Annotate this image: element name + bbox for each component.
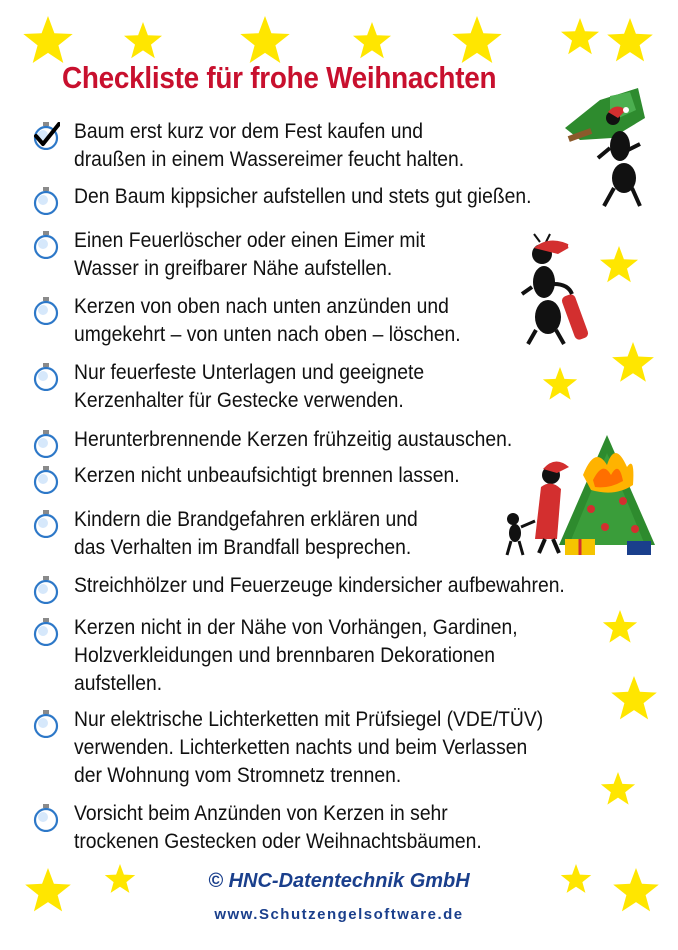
checklist-item-line: verwenden. Lichterketten nachts und beim Verlassen [74,736,528,759]
ornament-bullet-icon[interactable] [32,710,60,738]
checklist-item-text [74,227,425,283]
checklist-item-line: Kerzen von oben nach unten anzünden und [74,295,449,318]
checklist-item-line: trockenen Gestecken oder Weihnachtsbäumen. [74,830,482,853]
star-icon [602,610,638,646]
ornament-bullet-icon[interactable] [32,804,60,832]
ornament-checked-icon[interactable] [32,122,60,150]
page-title: Checkliste für frohe Weihnachten [62,60,497,95]
checklist-item-line: Kerzen nicht in der Nähe von Vorhängen, Gardinen, [74,616,518,639]
footer-company: © HNC-Datentechnik GmbH [208,870,470,892]
checklist-item [32,426,550,458]
star-icon [600,772,636,808]
checklist-item [32,572,607,604]
checklist-item-line: Kindern die Brandgefahren erklären und [74,508,418,531]
checklist-item [32,227,456,283]
checklist-item [32,800,517,856]
checklist-item-line: Baum erst kurz vor dem Fest kaufen und [74,120,423,143]
checklist-item-text [74,800,482,856]
ornament-bullet-icon[interactable] [32,187,60,215]
checklist-item [32,706,584,790]
ant-with-tree-clipart [560,88,650,213]
star-icon [610,676,658,724]
checklist-item [32,359,455,415]
checklist-item [32,614,556,698]
star-icon [606,18,654,66]
ornament-bullet-icon[interactable] [32,576,60,604]
checklist-item-line: Vorsicht beim Anzünden von Kerzen in sehr [74,802,448,825]
checklist-item-line: Einen Feuerlöscher oder einen Eimer mit [74,229,426,252]
ornament-bullet-icon[interactable] [32,297,60,325]
checklist-item-line: der Wohnung vom Stromnetz trennen. [74,764,402,787]
checklist-item-text [74,359,424,415]
checklist-item-line: draußen in einem Wassereimer feucht halten. [74,148,465,171]
checklist-item [32,293,494,349]
checklist-item-line: Kerzen nicht unbeaufsichtigt brennen lassen. [74,464,460,487]
checklist-item-text [74,572,565,600]
checklist-item-text [74,426,512,454]
star-icon [352,22,392,62]
star-icon [123,22,163,62]
checklist-item [32,118,498,174]
ornament-bullet-icon[interactable] [32,363,60,391]
ornament-bullet-icon[interactable] [32,231,60,259]
ants-burning-tree-clipart [495,435,660,560]
footer-url[interactable]: www.Schutzengelsoftware.de [214,906,464,923]
checklist-item-line: das Verhalten im Brandfall besprechen. [74,536,412,559]
ornament-bullet-icon[interactable] [32,618,60,646]
checklist-item-line: Kerzenhalter für Gestecke verwenden. [74,389,404,412]
checklist-item-line: Wasser in greifbarer Nähe aufstellen. [74,257,393,280]
ant-with-extinguisher-clipart [520,232,610,347]
checklist-item-line: umgekehrt – von unten nach oben – löschen. [74,323,461,346]
checklist-item-line: Nur elektrische Lichterketten mit Prüfsiegel (VDE/TÜV) [74,708,544,731]
checklist-item-line: Herunterbrennende Kerzen frühzeitig austauschen. [74,428,513,451]
checklist-item-line: Holzverkleidungen und brennbaren Dekorationen [74,644,496,667]
checklist-item-text [74,706,543,790]
checklist-item [32,462,493,494]
checklist-item-line: Streichhölzer und Feuerzeuge kindersicher aufbewahren. [74,574,565,597]
star-icon [611,342,655,386]
checklist-item-line: Den Baum kippsicher aufstellen und stets gut gießen. [74,185,532,208]
checklist-item-text [74,293,461,349]
checklist-item [32,183,571,215]
ornament-bullet-icon[interactable] [32,466,60,494]
checklist-item-text [74,614,518,698]
checklist-item [32,506,448,562]
ornament-bullet-icon[interactable] [32,430,60,458]
checklist-item-text [74,506,418,562]
checklist-item-text [74,183,532,211]
star-icon [560,18,600,58]
checklist-item-text [74,462,460,490]
star-icon [542,367,578,403]
checklist-item-text [74,118,464,174]
checklist-item-line: aufstellen. [74,672,163,695]
checklist-item-line: Nur feuerfeste Unterlagen und geeignete [74,361,425,384]
ornament-bullet-icon[interactable] [32,510,60,538]
